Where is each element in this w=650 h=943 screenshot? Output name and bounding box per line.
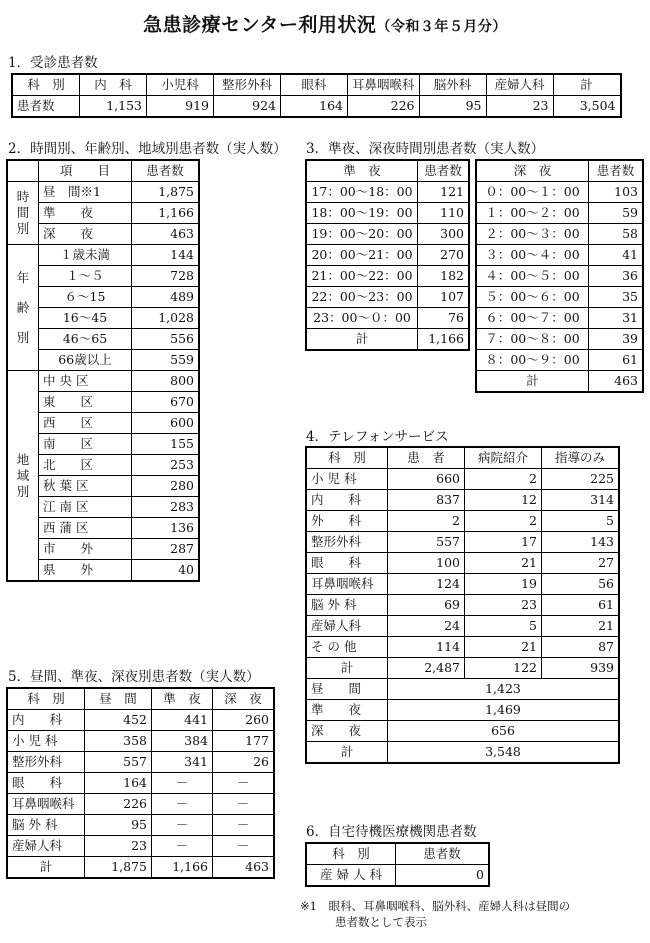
row-label: 産 婦 人 科 [307,865,396,886]
value-cell: 358 [85,731,152,752]
value-cell: 226 [85,794,152,815]
value-cell: 660 [388,469,465,490]
header-cell: 指導のみ [542,448,619,469]
table-row [8,815,274,836]
value-cell: 384 [152,731,213,752]
value-cell: 489 [132,287,199,308]
value-cell: 155 [132,434,199,455]
value-cell: 837 [388,490,465,511]
telephone-table [306,447,619,763]
row-label: 17：00～18：00 [307,182,418,203]
total-value: 122 [465,658,542,679]
row-label: 西 区 [39,413,132,434]
table-row [307,266,469,287]
value-cell: 164 [85,773,152,794]
header-cell: 深 夜 [213,689,274,710]
value-cell: － [152,836,213,857]
row-label: 16～45 [39,308,132,329]
row-label: 小 児 科 [8,731,85,752]
row-label: そ の 他 [307,637,388,658]
value-cell: 656 [388,721,619,742]
header-cell: 項 目 [39,161,132,182]
total-label: 計 [477,371,589,392]
total-value: 1,875 [85,857,152,878]
row-label: ８：00～９：00 [477,350,589,371]
row-label: 66歳以上 [39,350,132,371]
table-row [307,182,469,203]
table-row [8,794,274,815]
table-row [307,224,469,245]
value-cell: 76 [418,308,469,329]
table-row [307,490,619,511]
value-cell: 58 [589,224,643,245]
row-label: １：00～２：00 [477,203,589,224]
row-label: 内 科 [8,710,85,731]
value-cell: 103 [589,182,643,203]
table-row [477,266,643,287]
row-label: 耳鼻咽喉科 [8,794,85,815]
table-row [307,595,619,616]
value-cell: 24 [388,616,465,637]
value-cell: 23 [465,595,542,616]
value-cell: 2 [465,469,542,490]
row-label: 18：00～19：00 [307,203,418,224]
row-label: 小 児 科 [307,469,388,490]
footnote-mark: ※1 [300,899,317,913]
header-cell: 昼 間 [85,689,152,710]
table-row [8,182,199,203]
value-cell: 463 [132,224,199,245]
total-value: 463 [589,371,643,392]
table-row [477,308,643,329]
header-cell: 準 夜 [152,689,213,710]
value-cell: 69 [388,595,465,616]
value-cell: 314 [542,490,619,511]
value-cell: 136 [132,518,199,539]
value-cell: 39 [589,329,643,350]
corner-cell [8,161,39,182]
value-cell: 21 [542,616,619,637]
row-label: 北 区 [39,455,132,476]
value-cell: 17 [465,532,542,553]
value-cell: 114 [388,637,465,658]
header-cell: 準 夜 [307,161,418,182]
footnote-line-1: 眼科、耳鼻咽喉科、脳外科、産婦人科は昼間の [328,899,571,913]
standby-table [306,843,489,886]
value-cell: 61 [589,350,643,371]
row-label: 準 夜 [39,203,132,224]
row-label: ２：00～３：00 [477,224,589,245]
table-row [8,710,274,731]
row-label: 産婦人科 [8,836,85,857]
table-row [307,469,619,490]
row-label: 眼 科 [307,553,388,574]
value-cell: 260 [213,710,274,731]
value-cell: 300 [418,224,469,245]
table-row [8,731,274,752]
shinya-table [476,160,643,392]
value-cell: 1,028 [132,308,199,329]
value-cell: － [152,794,213,815]
row-label: 市 外 [39,539,132,560]
value-cell: － [152,815,213,836]
value-cell: 2 [388,511,465,532]
value-cell: 1,423 [388,679,619,700]
value-cell: 280 [132,476,199,497]
row-label: 整形外科 [307,532,388,553]
value-cell: 95 [85,815,152,836]
value-cell: 1,875 [132,182,199,203]
value-cell: 31 [589,308,643,329]
row-label: 内 科 [307,490,388,511]
total-value: 463 [213,857,274,878]
header-cell: 深 夜 [477,161,589,182]
value-cell: 670 [132,392,199,413]
value-cell: 56 [542,574,619,595]
total-value: 2,487 [388,658,465,679]
row-label: 産婦人科 [307,616,388,637]
header-cell: 患 者 [388,448,465,469]
table-row [307,865,489,886]
row-label: 深 夜 [307,721,388,742]
value-cell: 253 [132,455,199,476]
footnote [300,898,570,930]
total-label: 計 [307,329,418,350]
value-cell: 557 [388,532,465,553]
section-3-heading: 3．準夜、深夜時間別患者数（実人数） [306,141,545,157]
value-cell: 144 [132,245,199,266]
header-cell: 科 別 [307,448,388,469]
value-cell: 27 [542,553,619,574]
value-cell: 919 [147,96,214,117]
table-row [477,224,643,245]
value-cell: 226 [348,96,420,117]
row-label: ３：00～４：00 [477,245,589,266]
table-row [477,245,643,266]
value-cell: 728 [132,266,199,287]
value-cell: 121 [418,182,469,203]
value-cell: 124 [388,574,465,595]
value-cell: － [213,773,274,794]
value-cell: 19 [465,574,542,595]
junya-table [306,160,469,350]
table-row [307,742,619,763]
total-label: 計 [307,742,388,763]
total-value: 1,166 [152,857,213,878]
value-cell: 283 [132,497,199,518]
header-cell: 脳外科 [419,75,486,96]
value-cell: 1,469 [388,700,619,721]
table-row [307,161,469,182]
value-cell: 800 [132,371,199,392]
table-row [8,371,199,392]
header-cell: 計 [553,75,620,96]
row-label: 西 蒲 区 [39,518,132,539]
value-cell: 143 [542,532,619,553]
table-row [13,96,621,117]
table-row [307,658,619,679]
section-5-heading: 5．昼間、準夜、深夜別患者数（実人数） [8,669,260,685]
total-value: 939 [542,658,619,679]
value-cell: 21 [465,553,542,574]
value-cell: 107 [418,287,469,308]
value-cell: － [152,773,213,794]
header-cell: 患者数 [418,161,469,182]
total-label: 計 [8,857,85,878]
header-cell: 病院紹介 [465,448,542,469]
table-row [307,844,489,865]
value-cell: 41 [589,245,643,266]
group-label-age: 年齢別 [8,245,39,371]
total-value: 3,548 [388,742,619,763]
row-label: ７：00～８：00 [477,329,589,350]
row-label: 昼 間※1 [39,182,132,203]
value-cell: 12 [465,490,542,511]
value-cell: 441 [152,710,213,731]
row-label: 19：00～20：00 [307,224,418,245]
row-label: 南 区 [39,434,132,455]
value-cell: 87 [542,637,619,658]
value-cell: 287 [132,539,199,560]
value-cell: － [213,794,274,815]
header-cell: 科 別 [8,689,85,710]
value-cell: 100 [388,553,465,574]
total-label: 計 [307,658,388,679]
header-cell: 科 別 [13,75,80,96]
value-cell: 600 [132,413,199,434]
day-night-table [7,688,274,878]
page-subtitle: （令和３年５月分） [376,19,507,35]
row-label: 脳 外 科 [307,595,388,616]
section-6-heading: 6．自宅待機医療機関患者数 [306,824,477,840]
table-row [477,371,643,392]
table-row [307,203,469,224]
row-label: ４：00～５：00 [477,266,589,287]
value-cell: 0 [396,865,489,886]
header-cell: 患者数 [396,844,489,865]
group-label-area: 地域別 [8,371,39,581]
table-row [8,752,274,773]
table-row [307,553,619,574]
value-cell: 177 [213,731,274,752]
row-label: 整形外科 [8,752,85,773]
table-row [307,308,469,329]
section-2-heading: 2．時間別、年齢別、地域別患者数（実人数） [8,141,287,157]
row-label: 県 外 [39,560,132,581]
header-cell: 科 別 [307,844,396,865]
group-label-time: 時間別 [8,182,39,245]
row-label: ６～15 [39,287,132,308]
table-row [307,721,619,742]
table-row [8,773,274,794]
value-cell: 40 [132,560,199,581]
value-cell: 182 [418,266,469,287]
row-label: 20：00～21：00 [307,245,418,266]
row-label: 東 区 [39,392,132,413]
table-row [13,75,621,96]
row-label: 準 夜 [307,700,388,721]
value-cell: 556 [132,329,199,350]
table-row [477,350,643,371]
value-cell: 23 [85,836,152,857]
row-label: １歳未満 [39,245,132,266]
table-row [307,637,619,658]
row-label: 耳鼻咽喉科 [307,574,388,595]
table-row [477,182,643,203]
table-row [477,287,643,308]
value-cell: 164 [281,96,348,117]
row-label: 22：00～23：00 [307,287,418,308]
value-cell: 225 [542,469,619,490]
header-cell: 患者数 [589,161,643,182]
value-cell: 59 [589,203,643,224]
value-cell: 1,153 [80,96,147,117]
table-row [307,329,469,350]
header-cell: 小児科 [147,75,214,96]
value-cell: 452 [85,710,152,731]
value-cell: 2 [465,511,542,532]
value-cell: － [213,836,274,857]
row-label: 患者数 [13,96,80,117]
value-cell: 1,166 [132,203,199,224]
header-cell: 産婦人科 [486,75,553,96]
table-row [307,532,619,553]
table-row [307,448,619,469]
value-cell: 95 [419,96,486,117]
value-cell: 23 [486,96,553,117]
value-cell: 5 [465,616,542,637]
total-value: 1,166 [418,329,469,350]
table-row [307,679,619,700]
table-row [8,245,199,266]
row-label: 深 夜 [39,224,132,245]
value-cell: 5 [542,511,619,532]
row-label: 21：00～22：00 [307,266,418,287]
section-1-heading: 1．受診患者数 [8,55,98,71]
value-cell: 559 [132,350,199,371]
table-row [8,857,274,878]
table-row [307,511,619,532]
row-label: 江 南 区 [39,497,132,518]
table-row [307,287,469,308]
value-cell: 3,504 [553,96,620,117]
row-label: 秋 葉 区 [39,476,132,497]
row-label: 脳 外 科 [8,815,85,836]
value-cell: 270 [418,245,469,266]
visits-table [12,74,621,117]
table-row [477,329,643,350]
row-label: ５：00～６：00 [477,287,589,308]
value-cell: 110 [418,203,469,224]
table-row [477,203,643,224]
value-cell: 26 [213,752,274,773]
section-4-heading: 4．テレフォンサービス [306,429,449,445]
value-cell: － [213,815,274,836]
header-cell: 患者数 [132,161,199,182]
table-row [307,245,469,266]
row-label: 中 央 区 [39,371,132,392]
table-row [8,161,199,182]
value-cell: 21 [465,637,542,658]
table-row [8,689,274,710]
row-label: 23：00～０：00 [307,308,418,329]
value-cell: 35 [589,287,643,308]
header-cell: 整形外科 [214,75,281,96]
value-cell: 341 [152,752,213,773]
header-cell: 耳鼻咽喉科 [348,75,420,96]
table-row [307,700,619,721]
page-title: 急患診療センター利用状況（令和３年５月分） [143,14,507,36]
header-cell: 内 科 [80,75,147,96]
table-row [8,836,274,857]
table-row [307,616,619,637]
table-row [307,574,619,595]
table-row [477,161,643,182]
row-label: ０：00～１：00 [477,182,589,203]
header-cell: 眼科 [281,75,348,96]
breakdown-table [7,160,199,581]
value-cell: 924 [214,96,281,117]
value-cell: 557 [85,752,152,773]
row-label: 46～65 [39,329,132,350]
row-label: 眼 科 [8,773,85,794]
row-label: ６：00～７：00 [477,308,589,329]
row-label: 外 科 [307,511,388,532]
value-cell: 36 [589,266,643,287]
row-label: １～５ [39,266,132,287]
footnote-line-2: 患者数として表示 [335,915,427,929]
value-cell: 61 [542,595,619,616]
row-label: 昼 間 [307,679,388,700]
